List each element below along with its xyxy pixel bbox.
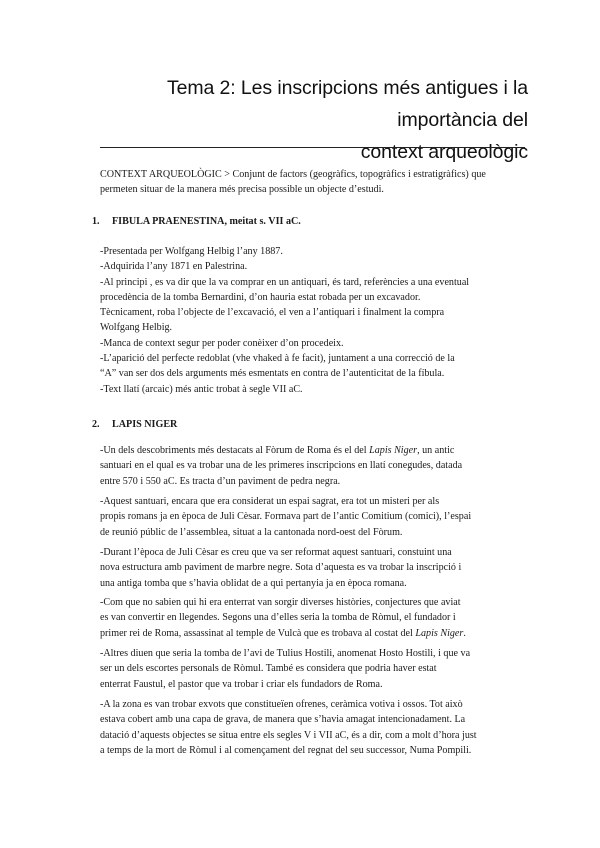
section-number: 2. bbox=[92, 419, 100, 430]
body-line bbox=[100, 626, 527, 641]
body-line: -Com que no sabien qui hi era enterrat van sorgir diverses històries, conjectures que aviat bbox=[100, 597, 461, 608]
text-run: primer rei de Roma, assassinat al temple de Vulcà que es trobava al costat del bbox=[100, 627, 416, 639]
text-run: , un antic bbox=[417, 445, 455, 456]
body-line: -Manca de context segur per poder conèixer d’on procedeix. bbox=[100, 337, 344, 349]
title-line-2: context arqueològic bbox=[360, 141, 528, 163]
body-line: propis romans ja en època de Juli Cèsar. Formava part de l’antic Comitium (comici), l’espai bbox=[100, 511, 472, 523]
body-line: nova estructura amb paviment de marbre negre. Sota d’aquesta es va trobar la inscripció i bbox=[100, 562, 462, 574]
body-line: ser un dels escortes personals de Ròmul. També es considera que podria haver estat bbox=[100, 663, 437, 675]
section-2-paragraph-3 bbox=[100, 545, 527, 591]
page-title bbox=[100, 72, 528, 168]
body-line: -Altres diuen que seria la tomba de l’avi de Tulius Hostili, anomenat Hosto Hostili, i que va bbox=[100, 648, 471, 659]
section-2-paragraph-1 bbox=[100, 443, 527, 489]
body-line: -A la zona es van trobar exvots que constitueïen ofrenes, ceràmica votiva i ossos. Tot això bbox=[100, 699, 463, 710]
body-line: es van convertir en llegendes. Segons una d’elles seria la tomba de Ròmul, el fundador i bbox=[100, 612, 456, 624]
text-run: . bbox=[463, 627, 466, 639]
body-line: datació d’aquests objectes se situa entre els segles V i VII aC, és a dir, com a molt d’hora just bbox=[100, 729, 477, 741]
body-line bbox=[100, 443, 527, 458]
body-line: una antiga tomba que s’havia oblidat de a qui pertanyia ja en època romana. bbox=[100, 577, 407, 589]
body-line: -Presentada per Wolfgang Helbig l’any 1887. bbox=[100, 246, 283, 257]
section-number: 1. bbox=[92, 216, 100, 227]
body-line: -Al principi , es va dir que la va comprar en un antiquari, és tard, referències a una eventual bbox=[100, 276, 470, 288]
italic-term: Lapis Niger bbox=[369, 445, 418, 456]
body-line: -Durant l’època de Juli Cèsar es creu que va ser reformat aquest santuari, constuint una bbox=[100, 547, 452, 558]
body-line: de reunió públic de l’assemblea, situat a la cantonada nord-oest del Fòrum. bbox=[100, 526, 403, 538]
section-title: LAPIS NIGER bbox=[112, 419, 178, 430]
body-line: -L’aparició del perfecte redoblat (vhe vhaked à fe facit), juntament a una correcció de la bbox=[100, 353, 455, 365]
body-line: -Adquirida l’any 1871 en Palestrina. bbox=[100, 261, 248, 273]
body-line: entre 570 i 550 aC. Es tracta d’un paviment de pedra negra. bbox=[100, 475, 341, 487]
title-line-1: Tema 2: Les inscripcions més antigues i la importància del bbox=[166, 77, 528, 131]
body-line: estava cobert amb una capa de grava, de manera que s’havia amagat intencionadament. La bbox=[100, 714, 466, 726]
body-line: Wolfgang Helbig. bbox=[100, 322, 173, 334]
body-line: enterrat Faustul, el pastor que va trobar i criar els fundadors de Roma. bbox=[100, 678, 383, 690]
body-line: Tècnicament, roba l’objecte de l’excavació, el ven a l’antiquari i finalment la compra bbox=[100, 307, 445, 319]
body-line: a temps de la mort de Ròmul i al començament del regnat del seu successor, Numa Pompili. bbox=[100, 744, 472, 756]
section-1-heading bbox=[92, 214, 301, 229]
body-line: santuari en el qual es va trobar una de les primeres inscripcions en llatí conegudes, datada bbox=[100, 460, 463, 472]
body-line: -Aquest santuari, encara que era considerat un espai sagrat, era tot un misteri per als bbox=[100, 496, 440, 507]
body-line: -Text llatí (arcaic) més antic trobat à segle VII aC. bbox=[100, 383, 303, 395]
body-line: procedència de la tomba Bernardini, d’on hauria estat robada per un excavador. bbox=[100, 291, 421, 303]
section-2-paragraph-6 bbox=[100, 697, 527, 758]
section-1-body bbox=[100, 244, 527, 397]
text-run: -Un dels descobriments més destacats al Fòrum de Roma és el del bbox=[100, 445, 370, 456]
intro-line: permeten situar de la manera més precisa possible un objecte d’estudi. bbox=[100, 184, 384, 196]
intro-line: CONTEXT ARQUEOLÒGIC > Conjunt de factors (geogràfics, topogràfics i estratigràfics) que bbox=[100, 169, 486, 180]
intro-paragraph bbox=[100, 167, 527, 198]
section-title: FIBULA PRAENESTINA, meitat s. VII aC. bbox=[112, 216, 301, 227]
section-2-paragraph-2 bbox=[100, 494, 527, 540]
title-divider bbox=[100, 147, 525, 148]
section-2-paragraph-5 bbox=[100, 646, 527, 692]
italic-term: Lapis Niger bbox=[415, 627, 464, 639]
section-2-paragraph-4 bbox=[100, 595, 527, 641]
body-line: “A” van ser dos dels arguments més esmentats en contra de l’autenticitat de la fíbula. bbox=[100, 368, 445, 380]
section-2-heading bbox=[92, 417, 177, 432]
